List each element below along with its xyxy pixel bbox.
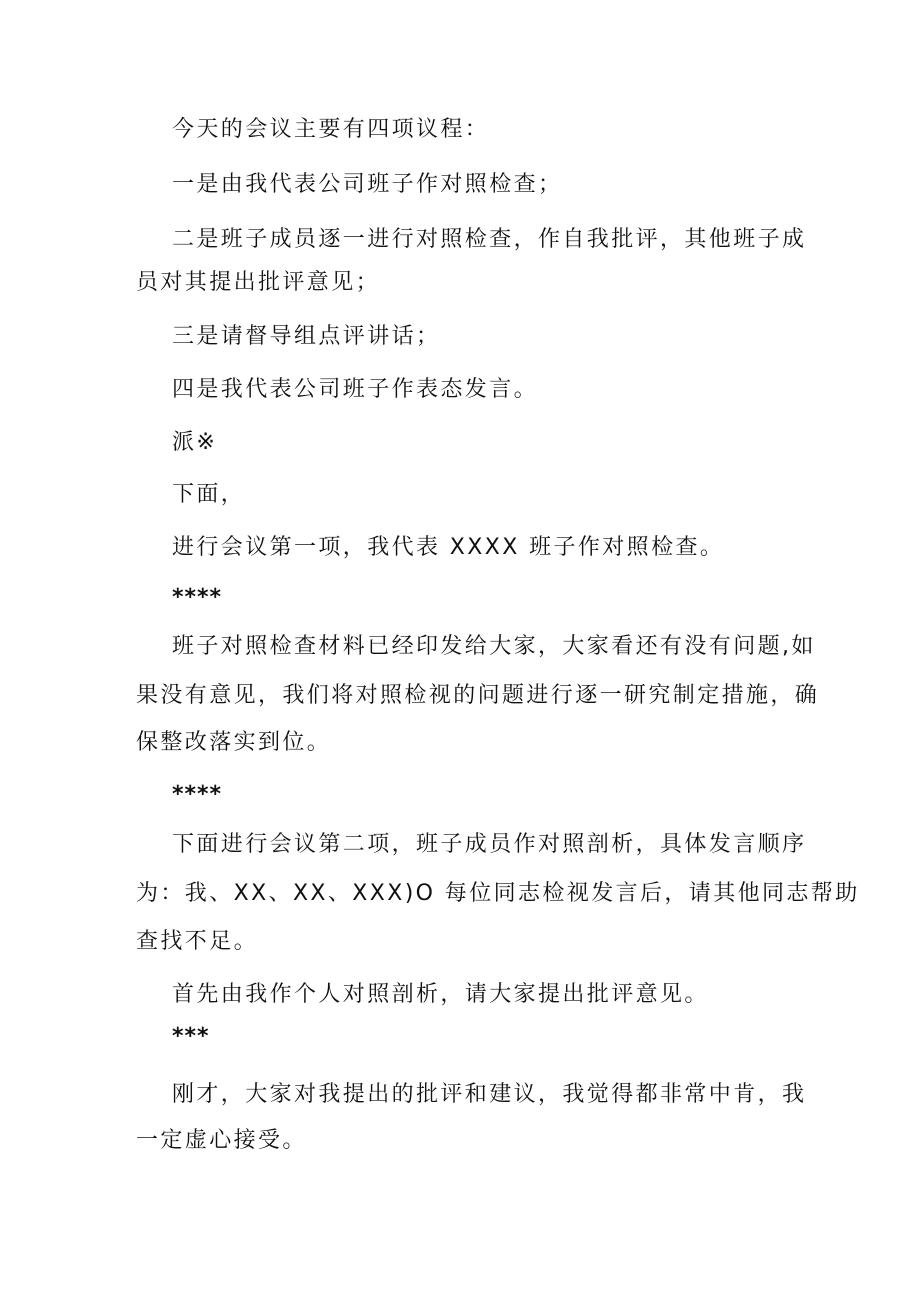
agenda-item-2-continued: 员对其提出批评意见； — [136, 270, 381, 295]
separator-stars-1: **** — [172, 585, 223, 610]
paragraph-self-analysis: 首先由我作个人对照剖析，请大家提出批评意见。 — [172, 982, 709, 1007]
paragraph-item-two-continued-1: 为：我、XX、XX、XXX)O 每位同志检视发言后，请其他同志帮助 — [136, 881, 860, 906]
agenda-item-3: 三是请督导组点评讲话； — [172, 324, 441, 349]
paragraph-response-continued: 一定虚心接受。 — [136, 1128, 307, 1153]
paragraph-materials-continued-2: 保整改落实到位。 — [136, 730, 332, 755]
paragraph-response: 刚才，大家对我提出的批评和建议，我觉得都非常中肯，我 — [172, 1082, 807, 1107]
symbol-line: 派※ — [172, 430, 218, 455]
agenda-item-1: 一是由我代表公司班子作对照检查； — [172, 172, 563, 197]
separator-stars-2: **** — [172, 782, 223, 807]
paragraph-materials: 班子对照检查材料已经印发给大家，大家看还有没有问题,如 — [172, 634, 816, 659]
agenda-item-4: 四是我代表公司班子作表态发言。 — [172, 377, 539, 402]
paragraph-item-one: 进行会议第一项，我代表 XXXX 班子作对照检查。 — [172, 535, 725, 560]
paragraph-item-two: 下面进行会议第二项，班子成员作对照剖析，具体发言顺序 — [172, 832, 807, 857]
agenda-item-2: 二是班子成员逐一进行对照检查，作自我批评，其他班子成 — [172, 227, 807, 252]
paragraph-materials-continued-1: 果没有意见，我们将对照检视的问题进行逐一研究制定措施，确 — [136, 683, 820, 708]
paragraph-transition: 下面， — [172, 482, 246, 507]
separator-stars-3: *** — [172, 1024, 210, 1049]
paragraph-item-two-continued-2: 查找不足。 — [136, 929, 259, 954]
paragraph-agenda-intro: 今天的会议主要有四项议程： — [172, 117, 490, 142]
